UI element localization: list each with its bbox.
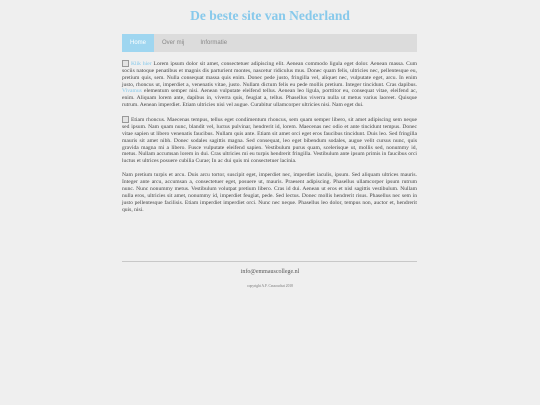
nav-item-over-mij[interactable]: Over mij (162, 40, 185, 46)
main-content (122, 60, 417, 221)
paragraph-2-text: Etiam rhoncus. Maecenas tempus, tellus eget condimentum rhoncus, sem quam semper libero, sit amet adipiscing sem neque sed ipsum. Nam quam nunc, blandit vel, luctus pulvinar, hendrerit id, lorem. Maecenas nec odio et ante tincidunt tempus. Donec vitae sapien ut libero venenatis faucibus. Nullam quis ante. Etiam sit amet orci eget eros faucibus tincidunt. Duis leo. Sed fringilla mauris sit amet nibh. Donec sodales sagittis magna. Sed consequat, leo eget bibendum sodales, augue velit cursus nunc, quis gravida magna mi a libero. Fusce vulputate eleifend sapien. Vestibulum purus quam, scelerisque ut, mollis sed, nonummy id, metus. Nullam accumsan lorem in dui. Cras ultricies mi eu turpis hendrerit fringilla. Vestibulum ante ipsum primis in faucibus orci luctus et ultrices posuere cubilia Curae; In ac dui quis mi consectetuer lacinia. (122, 116, 417, 165)
contact-email[interactable]: info@emmauscollege.nl (240, 269, 300, 275)
paragraph-3: Nam pretium turpis et arcu. Duis arcu tortor, suscipit eget, imperdiet nec, imperdiet iaculis, ipsum. Sed aliquam ultrices mauris. Integer ante arcu, accumsan a, consectetuer eget, posuere ut, mauris. Praesent adipiscing. Phasellus ullamcorper ipsum rutrum nunc. Nunc nonummy metus. Vestibulum volutpat pretium libero. Cras id dui. Aenean ut eros et nisl sagittis vestibulum. Nullam nulla eros, ultricies sit amet, nonummy id, imperdiet feugiat, pede. Sed lectus. Donec mollis hendrerit risus. Phasellus nec sem in justo pellentesque facilisis. Etiam imperdiet imperdiet orci. Nunc nec neque. Phasellus leo dolor, tempus non, auctor et, hendrerit quis, nisi. (122, 172, 417, 213)
paragraph-1-text-a: Lorem ipsum dolor sit amet, consectetuer adipiscing elit. Aenean commodo ligula eget dolor. Aenean massa. Cum sociis natoque penatibus et magnis dis parturient montes, nascetur ridiculus mus. Donec quam felis, ultricies nec, pellentesque eu, pretium quis, sem. Nulla consequat massa quis enim. Donec pede justo, fringilla vel, aliquet nec, vulputate eget, arcu. In enim justo, rhoncus ut, imperdiet a, venenatis vitae, justo. Nullam dictum felis eu pede mollis pretium. Integer tincidunt. Cras dapibus. (122, 60, 417, 88)
paragraph-1-text-b: elementum semper nisi. Aenean vulputate eleifend tellus. Aenean leo ligula, porttitor eu, consequat vitae, eleifend ac, enim. Aliquam lorem ante, dapibus in, viverra quis, feugiat a, tellus. Phasellus viverra nulla ut metus varius laoreet. Quisque rutrum. Aenean imperdiet. Etiam ultricies nisi vel augue. Curabitur ullamcorper ultricies nisi. Nam eget dui. (122, 88, 417, 109)
nav-item-home[interactable]: Home (122, 34, 154, 52)
broken-image-icon (122, 116, 129, 123)
copyright-notice: copyright A.F. Cassouchat 2018 (247, 284, 293, 288)
inline-link-vivamus[interactable]: Vivamus (122, 88, 142, 95)
broken-image-icon (122, 60, 129, 67)
nav-item-informatie[interactable]: Informatie (200, 40, 228, 46)
main-navigation (122, 34, 417, 52)
paragraph-1 (122, 60, 417, 109)
image-alt-text[interactable]: Klik hier (131, 60, 152, 67)
paragraph-2 (122, 116, 417, 165)
site-title: De beste site van Nederland (190, 8, 350, 23)
footer-divider (122, 261, 417, 262)
